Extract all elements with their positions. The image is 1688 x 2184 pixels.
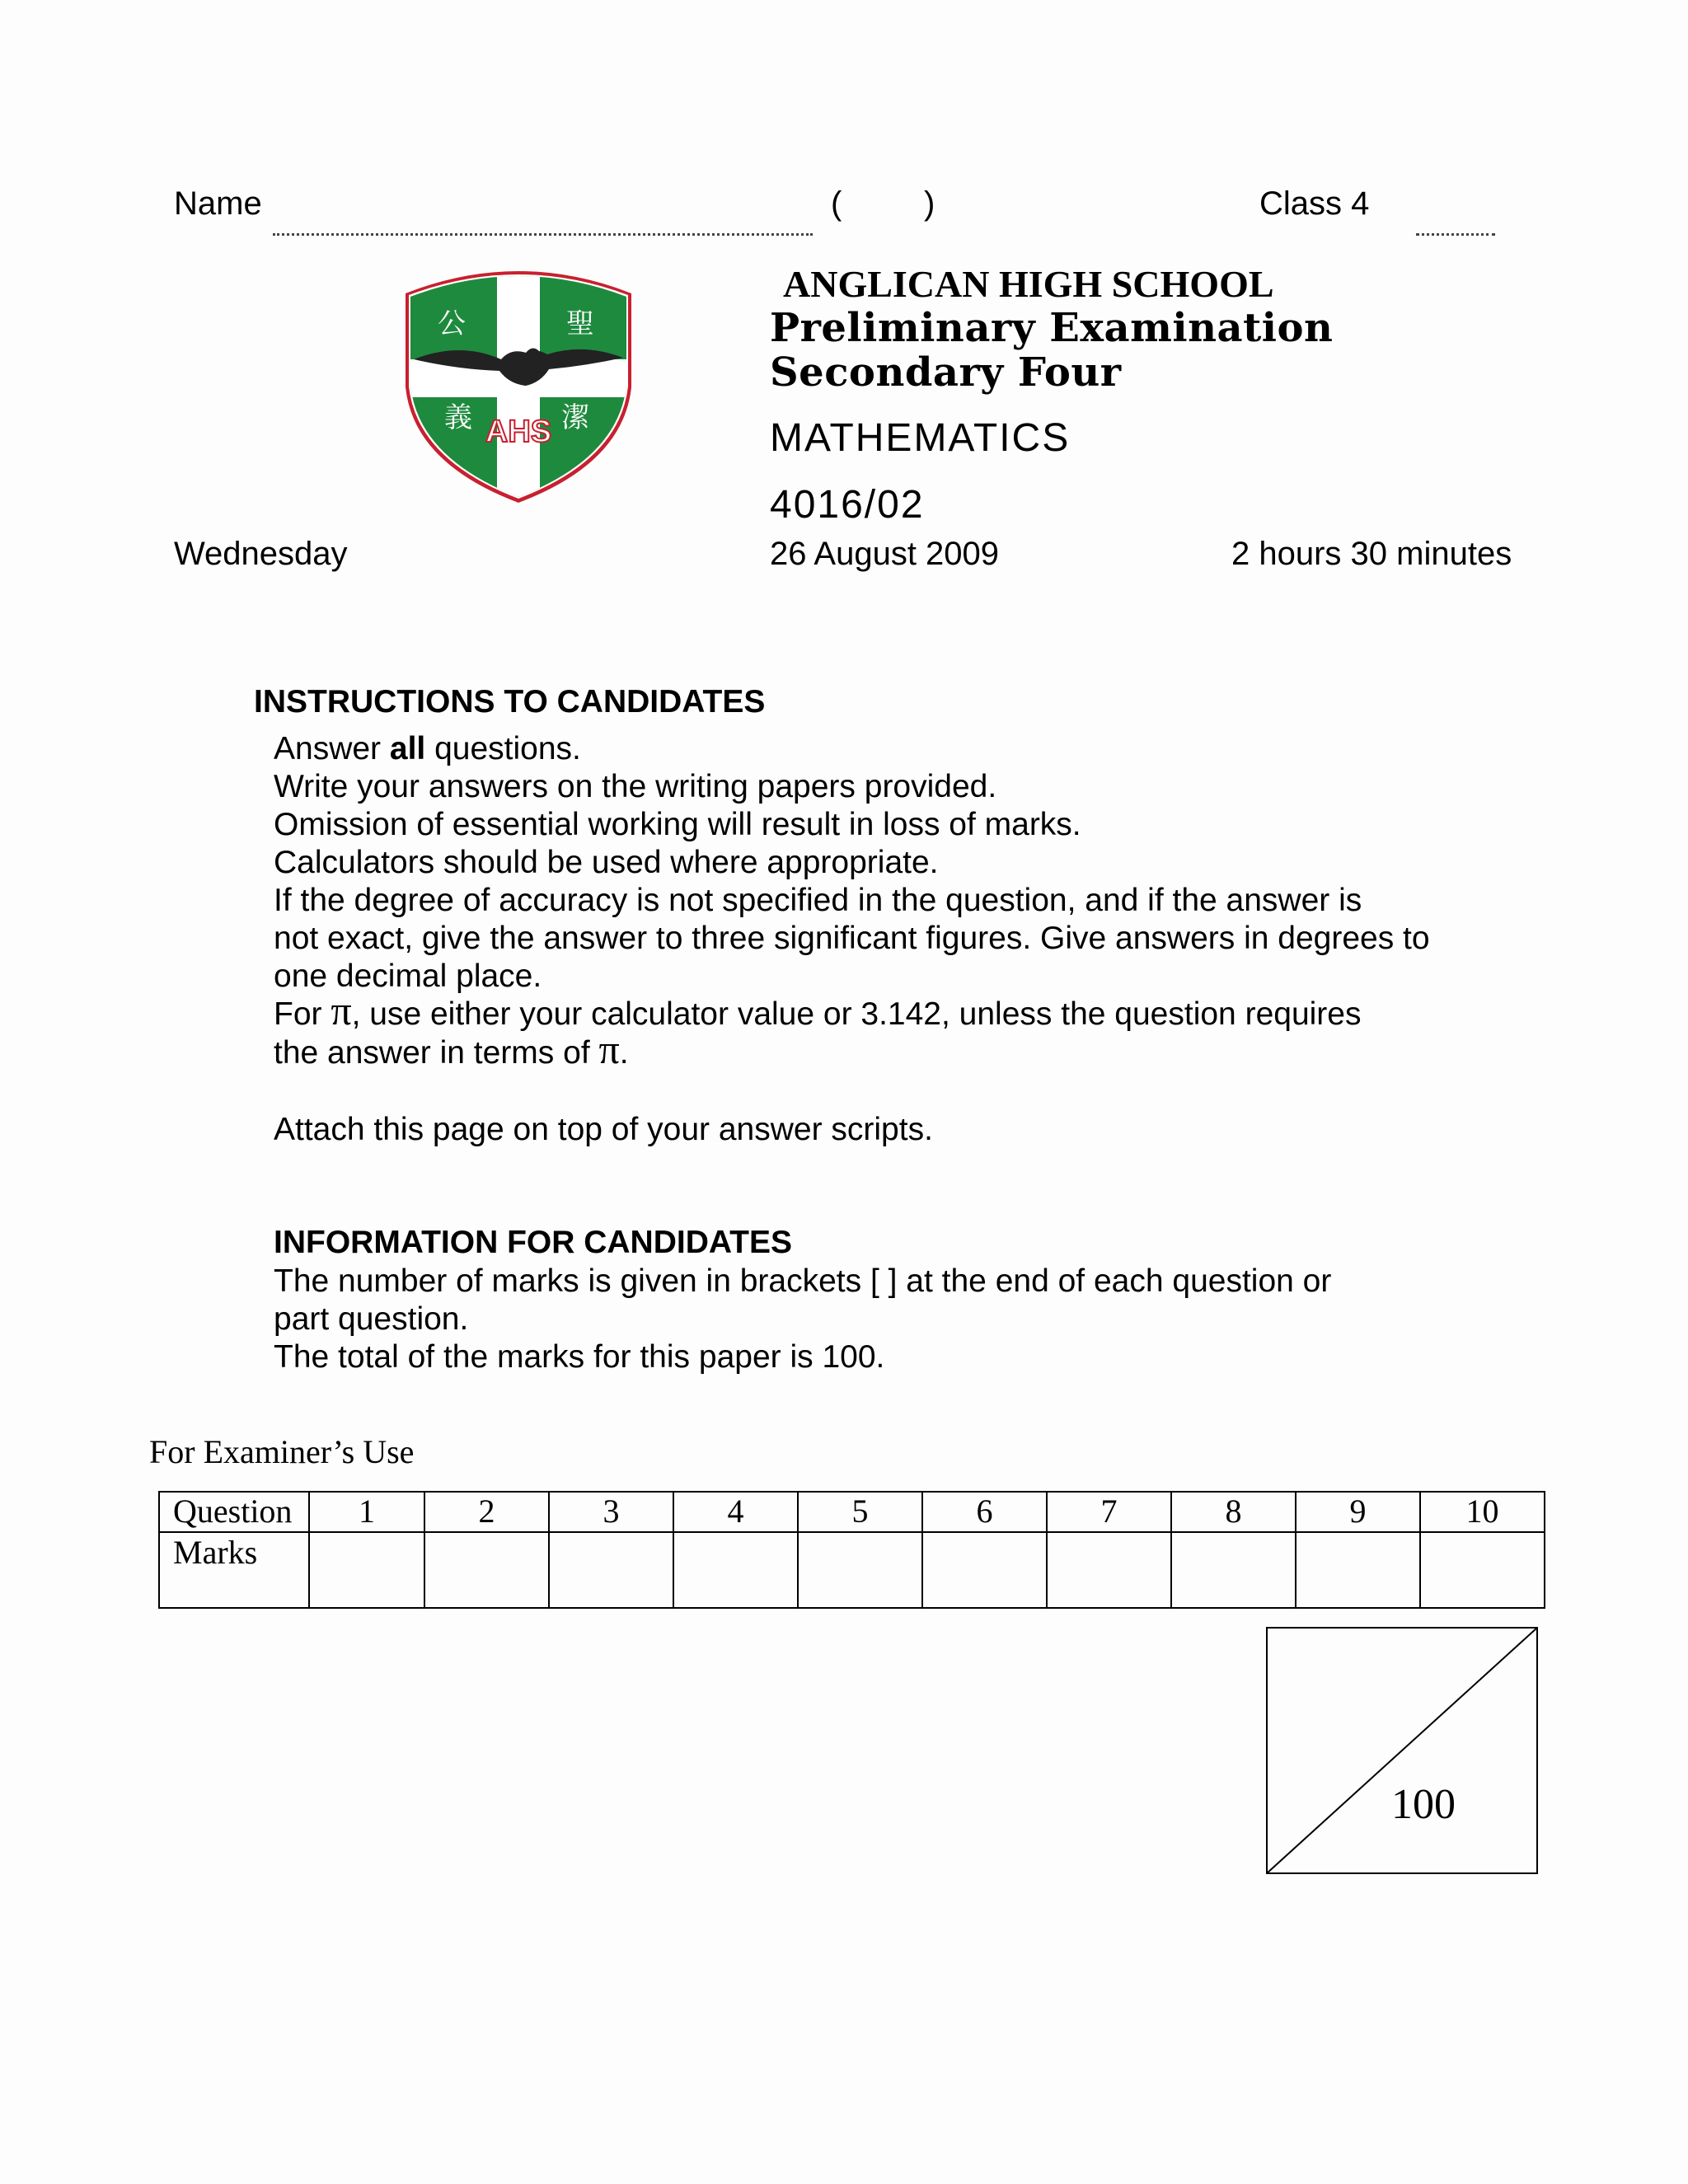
marks-cell[interactable]	[1171, 1532, 1296, 1608]
marks-cell[interactable]	[922, 1532, 1047, 1608]
marks-cell[interactable]	[309, 1532, 424, 1608]
marks-row-label: Marks	[159, 1532, 309, 1608]
examiners-use-label: For Examiner’s Use	[149, 1433, 415, 1470]
exam-day: Wednesday	[174, 536, 348, 572]
instruction-pi-line-2	[274, 1026, 629, 1072]
total-marks-box[interactable]	[1266, 1627, 1538, 1874]
pi-line-2-suffix: .	[619, 1035, 629, 1071]
paper-code: 4016/02	[770, 483, 925, 527]
marks-cell[interactable]	[549, 1532, 673, 1608]
instruction-line: not exact, give the answer to three significant figures. Give answers in degrees to	[274, 921, 1430, 956]
pi-line-1-prefix: For	[274, 996, 331, 1032]
school-name: ANGLICAN HIGH SCHOOL	[783, 263, 1274, 305]
total-marks-value: 100	[1391, 1781, 1456, 1828]
instruction-attach: Attach this page on top of your answer scripts.	[274, 1112, 933, 1147]
instruction-pi-line-1	[274, 987, 1362, 1033]
instruction-line: one decimal place.	[274, 958, 542, 994]
question-number: 8	[1171, 1492, 1296, 1532]
exam-level: Secondary Four	[770, 349, 1122, 396]
question-row	[159, 1492, 1545, 1532]
instruction-answer-suffix: questions.	[425, 731, 581, 766]
exam-title: Preliminary Examination	[770, 305, 1334, 351]
instruction-line: Write your answers on the writing papers provided.	[274, 769, 997, 804]
marks-cell[interactable]	[424, 1532, 549, 1608]
marks-row	[159, 1532, 1545, 1608]
question-number: 10	[1420, 1492, 1545, 1532]
question-number: 3	[549, 1492, 673, 1532]
exam-date: 26 August 2009	[770, 536, 1000, 572]
pi-line-2-prefix: the answer in terms of	[274, 1035, 599, 1071]
crest-char-2: 聖	[566, 307, 594, 340]
pi-symbol: π	[331, 987, 352, 1033]
question-number: 5	[798, 1492, 922, 1532]
question-number: 9	[1296, 1492, 1420, 1532]
exam-duration: 2 hours 30 minutes	[1231, 536, 1512, 572]
question-number: 1	[309, 1492, 424, 1532]
crest-char-1: 公	[438, 307, 466, 340]
marks-cell[interactable]	[1296, 1532, 1420, 1608]
class-label: Class 4	[1259, 185, 1370, 222]
instruction-answer-prefix: Answer	[274, 731, 390, 766]
instruction-answer-all	[274, 731, 581, 767]
marks-cell[interactable]	[1420, 1532, 1545, 1608]
marks-table	[158, 1491, 1545, 1609]
question-number: 7	[1047, 1492, 1171, 1532]
marks-cell[interactable]	[1047, 1532, 1171, 1608]
information-line: The number of marks is given in brackets [ ] at the end of each question or	[274, 1263, 1332, 1299]
marks-cell[interactable]	[798, 1532, 922, 1608]
register-number-close-paren: )	[924, 185, 935, 222]
information-heading: INFORMATION FOR CANDIDATES	[274, 1225, 793, 1260]
pi-symbol: π	[598, 1026, 620, 1072]
class-field[interactable]	[1416, 233, 1495, 236]
instructions-heading: INSTRUCTIONS TO CANDIDATES	[254, 684, 766, 719]
question-number: 6	[922, 1492, 1047, 1532]
total-box-diagonal	[1267, 1628, 1537, 1873]
crest-char-4: 潔	[561, 401, 589, 434]
information-line: part question.	[274, 1301, 469, 1337]
marks-cell[interactable]	[673, 1532, 798, 1608]
pi-line-1-suffix: , use either your calculator value or 3.142, unless the question requires	[351, 996, 1362, 1032]
instruction-line: If the degree of accuracy is not specified in the question, and if the answer is	[274, 883, 1362, 918]
name-field[interactable]	[273, 233, 813, 236]
crest-initials: AHS	[485, 415, 552, 449]
school-crest-logo	[402, 262, 635, 503]
question-row-label: Question	[159, 1492, 309, 1532]
subject-title: MATHEMATICS	[770, 416, 1071, 460]
question-number: 4	[673, 1492, 798, 1532]
register-number-open-paren: (	[831, 185, 842, 222]
name-label: Name	[174, 185, 262, 222]
information-line: The total of the marks for this paper is 100.	[274, 1339, 885, 1375]
instruction-line: Calculators should be used where appropriate.	[274, 845, 939, 880]
crest-char-3: 義	[444, 401, 472, 434]
instruction-answer-bold: all	[389, 731, 426, 766]
question-number: 2	[424, 1492, 549, 1532]
instruction-line: Omission of essential working will result in loss of marks.	[274, 807, 1081, 842]
